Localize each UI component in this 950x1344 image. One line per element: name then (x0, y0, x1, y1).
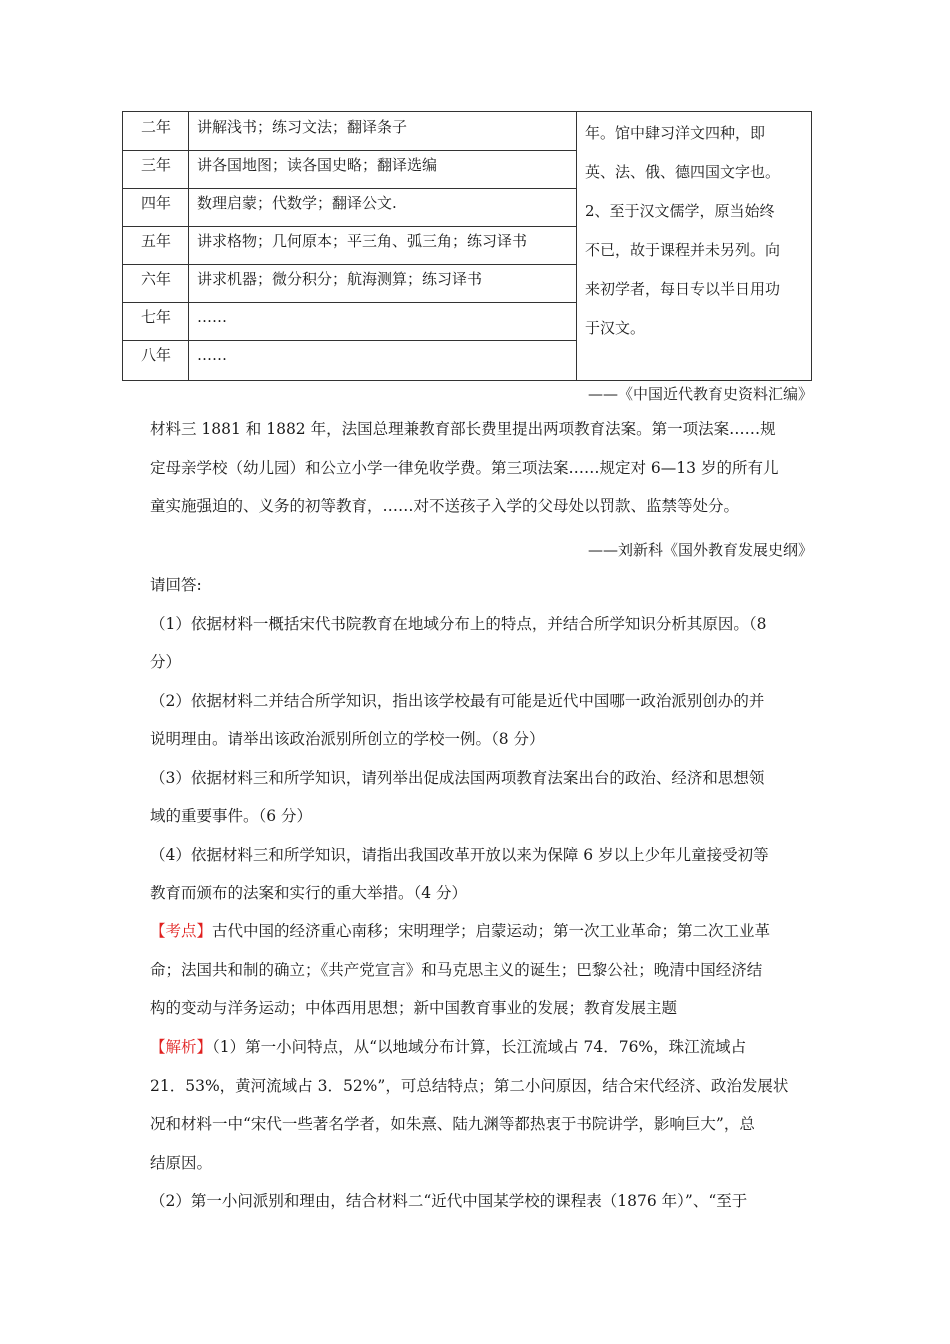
kaodian-section (150, 912, 820, 1028)
note-line: 英、法、俄、德四国文字也。 (585, 163, 781, 181)
prompt: 请回答: (150, 576, 202, 594)
note-line: 年。馆中肆习洋文四种，即 (585, 124, 766, 142)
kaodian-label: 【考点】 (150, 922, 213, 940)
table-year: 三年 (140, 156, 171, 174)
kaodian-line: 构的变动与洋务运动；中体西用思想；新中国教育事业的发展；教育发展主题 (150, 999, 678, 1017)
source-citation: ——《中国近代教育史资料汇编》 (587, 385, 813, 403)
table-divider (123, 226, 577, 227)
note-line: 来初学者，每日专以半日用功 (585, 280, 781, 298)
jiexi-section (150, 1028, 820, 1221)
paragraph-line: 童实施强迫的、义务的初等教育，……对不送孩子入学的父母处以罚款、监禁等处分。 (150, 497, 740, 515)
kaodian-line (150, 912, 820, 951)
table-year: 七年 (140, 308, 171, 326)
table-course: …… (197, 346, 227, 364)
jiexi-text: （1）第一小问特点，从“以地域分布计算，长江流域占 74．76%，珠江流域占 (212, 1038, 747, 1056)
table-course: 讲各国地图；读各国史略；翻译选编 (197, 156, 438, 174)
material-three (150, 410, 820, 526)
paragraph-line: 材料三 1881 和 1882 年，法国总理兼教育部长费里提出两项教育法案。第一项法案……规 (150, 420, 776, 438)
paragraph-line: 定母亲学校（幼儿园）和公立小学一律免收学费。第三项法案……规定对 6—13 岁的所有儿 (150, 458, 779, 477)
question-line: （4）依据材料三和所学知识，请指出我国改革开放以来为保障 6 岁以上少年儿童接受初等 (150, 845, 769, 864)
note-line: 于汉文。 (585, 319, 646, 337)
question-line: 教育而颁布的法案和实行的重大举措。（4 分） (150, 884, 468, 902)
table-year: 八年 (140, 346, 171, 364)
table-divider (123, 340, 577, 341)
table-divider (123, 150, 577, 151)
jiexi-line: 结原因。 (150, 1153, 213, 1172)
jiexi-label: 【解析】 (150, 1038, 213, 1056)
table-course: 讲解浅书；练习文法；翻译条子 (197, 118, 408, 136)
curriculum-table (122, 111, 812, 381)
question-line: 分） (150, 653, 182, 671)
table-course: …… (197, 308, 227, 326)
jiexi-line: 21．53%，黄河流域占 3．52%”，可总结特点；第二小问原因，结合宋代经济、政治发展状 (150, 1076, 789, 1095)
note-line: 2、至于汉文儒学，原当始终 (585, 202, 775, 220)
kaodian-text: 古代中国的经济重心南移；宋明理学；启蒙运动；第一次工业革命；第二次工业革 (212, 922, 771, 940)
table-year: 五年 (140, 232, 171, 250)
table-year: 六年 (140, 270, 171, 288)
table-divider (123, 264, 577, 265)
table-year: 四年 (140, 194, 171, 212)
table-course: 讲求机器；微分积分；航海测算；练习译书 (197, 270, 483, 288)
table-divider (123, 188, 577, 189)
question-line: 说明理由。请举出该政治派别所创立的学校一例。（8 分） (150, 730, 545, 748)
jiexi-line: （2）第一小问派别和理由，结合材料二“近代中国某学校的课程表（1876 年）”、“至于 (150, 1192, 748, 1210)
question-line: 域的重要事件。（6 分） (150, 807, 313, 825)
question-block (150, 566, 820, 913)
table-note (585, 114, 807, 348)
source-citation: ——刘新科《国外教育发展史纲》 (587, 541, 813, 559)
jiexi-line (150, 1028, 820, 1067)
question-line: （3）依据材料三和所学知识，请列举出促成法国两项教育法案出台的政治、经济和思想领 (150, 768, 765, 787)
table-year: 二年 (140, 118, 171, 136)
table-course: 讲求格物；几何原本；平三角、弧三角；练习译书 (197, 232, 528, 250)
table-course: 数理启蒙；代数学；翻译公文. (197, 194, 397, 212)
jiexi-line: 况和材料一中“宋代一些著名学者，如朱熹、陆九渊等都热衷于书院讲学，影响巨大”，总 (150, 1115, 755, 1133)
question-line: （1）依据材料一概括宋代书院教育在地域分布上的特点，并结合所学知识分析其原因。（8 (150, 614, 767, 633)
table-divider (123, 302, 577, 303)
note-line: 不已，故于课程并未另列。向 (585, 241, 781, 259)
kaodian-line: 命；法国共和制的确立；《共产党宣言》和马克思主义的诞生；巴黎公社；晚清中国经济结 (150, 960, 763, 979)
question-line: （2）依据材料二并结合所学知识，指出该学校最有可能是近代中国哪一政治派别创办的并 (150, 691, 765, 710)
